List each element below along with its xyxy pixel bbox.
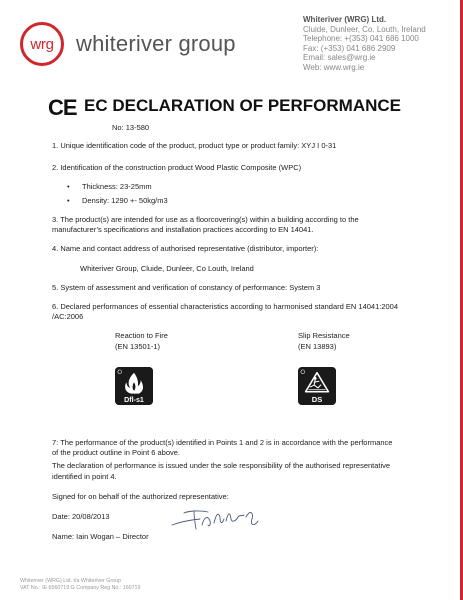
bullet-density-text: Density: 1290 +- 50kg/m3 xyxy=(82,196,168,205)
signed-for-text: Signed for on behalf of the authorized representative: xyxy=(52,492,229,501)
document-number: No: 13-580 xyxy=(112,123,150,132)
footer xyxy=(20,578,140,592)
company-contact-block xyxy=(303,15,426,73)
footer-line-2: VAT No.: IE 6560719 G Company Reg No.: 160719 xyxy=(20,585,141,591)
point-7-line-1: 7: The performance of the product(s) identified in Points 1 and 2 is in accordance with the performance xyxy=(52,438,393,447)
point-3-line-2: manufacturer’s specifications and installation practices according to EN 14041. xyxy=(52,225,314,234)
signatory-name: Name: Iain Wogan – Director xyxy=(52,532,149,541)
company-address: Cluide, Dunleer, Co. Louth, Ireland xyxy=(303,24,426,34)
bullet-thickness-text: Thickness: 23-25mm xyxy=(82,182,152,191)
ce-mark: CE xyxy=(48,95,77,120)
point-7-line-3: The declaration of performance is issued under the sole responsibility of the authorised representative xyxy=(52,461,391,470)
point-4-address: Whiteriver Group, Cluide, Dunleer, Co Louth, Ireland xyxy=(80,264,254,273)
slip-label: Slip Resistance xyxy=(298,331,350,340)
company-name: Whiteriver (WRG) Ltd. xyxy=(303,15,387,24)
company-telephone: Telephone: +(353) 041 686 1000 xyxy=(303,34,419,44)
point-7-line-4: identified in point 4. xyxy=(52,472,117,481)
slip-standard: (EN 13893) xyxy=(298,342,337,351)
logo-mark: wrg xyxy=(30,35,54,53)
slip-class-text: DS xyxy=(311,395,323,405)
logo-wordmark: whiteriver group xyxy=(76,31,236,56)
fire-standard: (EN 13501-1) xyxy=(115,342,161,351)
document-title: EC DECLARATION OF PERFORMANCE xyxy=(84,96,402,115)
footer-line-1: Whiteriver (WRG) Ltd. t/a Whiteriver Group xyxy=(20,578,121,584)
point-6-line-1: 6. Declared performances of essential characteristics according to harmonised standard EN 14041:2004 xyxy=(52,302,399,311)
company-fax: Fax: (+353) 041 686 2909 xyxy=(303,43,396,53)
point-3-line-1: 3. The product(s) are intended for use as a floorcovering(s) within a building according to the xyxy=(52,215,359,224)
fire-class-text: Dfl-s1 xyxy=(124,396,144,405)
slip-resistance-icon xyxy=(298,367,336,405)
company-logo xyxy=(20,22,64,66)
point-7-line-2: of the product outline in Point 6 above. xyxy=(52,448,181,457)
date-text: Date: 20/08/2013 xyxy=(52,512,110,521)
point-1: 1. Unique identification code of the product, product type or product family: XYJ I 0-31 xyxy=(52,141,337,150)
company-web: Web: www.wrg.ie xyxy=(303,62,365,72)
bullet-thickness: • xyxy=(67,182,70,191)
point-6-line-2: /AC:2006 xyxy=(52,312,84,321)
fire-label: Reaction to Fire xyxy=(115,331,168,340)
point-5: 5. System of assessment and verification of constancy of performance: System 3 xyxy=(52,283,321,292)
handwritten-signature xyxy=(170,505,260,533)
point-4: 4. Name and contact address of authorised representative (distributor, importer): xyxy=(52,244,319,253)
bullet-density: • xyxy=(67,196,70,205)
point-2: 2. Identification of the construction product Wood Plastic Composite (WPC) xyxy=(52,163,302,172)
fire-class-icon xyxy=(115,367,153,405)
company-email: Email: sales@wrg.ie xyxy=(303,53,376,63)
